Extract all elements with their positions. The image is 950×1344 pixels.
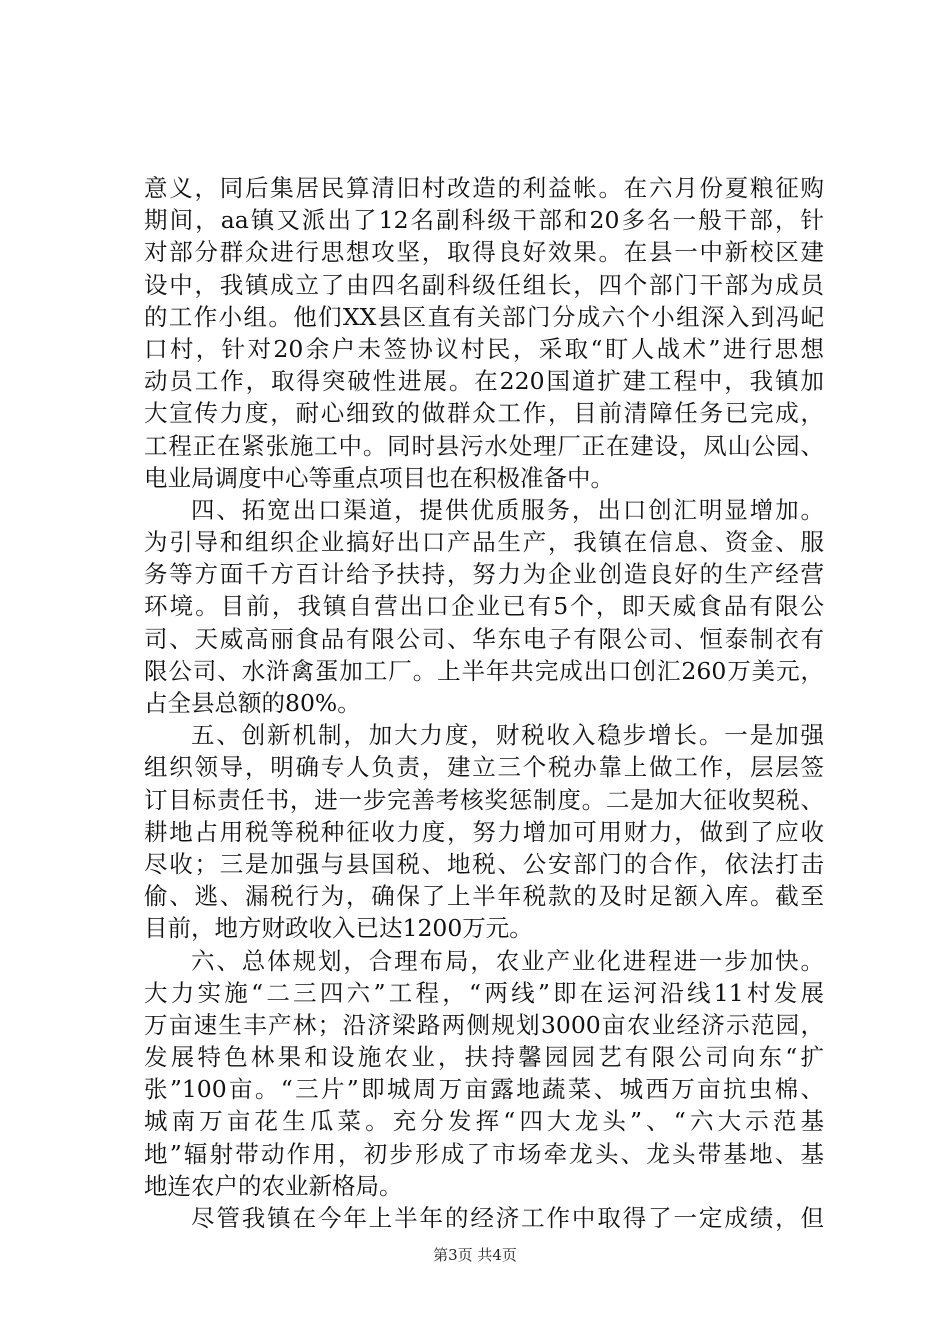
text-line: 环境。目前，我镇自营出口企业已有5个，即天威食品有限公 (144, 592, 824, 621)
text-line: 目前，地方财政收入已达1200万元。 (144, 914, 533, 943)
text-line: 大力实施“二三四六”工程，“两线”即在运河沿线11村发展 (144, 978, 824, 1007)
document-body (144, 172, 824, 1234)
text-line: 偷、逃、漏税行为，确保了上半年税款的及时足额入库。截至 (144, 882, 824, 911)
page-footer: 第3页 共4页 (433, 1246, 517, 1264)
text-line: 设中，我镇成立了由四名副科级任组长，四个部门干部为成员 (144, 270, 824, 299)
text-line: 对部分群众进行思想攻坚，取得良好效果。在县一中新校区建 (144, 238, 824, 267)
text-line: 电业局调度中心等重点项目也在积极准备中。 (144, 463, 614, 492)
text-line: 大宣传力度，耐心细致的做群众工作，目前清障任务已完成， (144, 399, 824, 428)
text-line: 订目标责任书，进一步完善考核奖惩制度。二是加大征收契税、 (144, 785, 824, 814)
text-line: 的工作小组。他们XX县区直有关部门分成六个小组深入到冯屺 (144, 302, 824, 331)
section-heading-line: 四、拓宽出口渠道，提供优质服务，出口创汇明显增加。 (191, 495, 824, 524)
section-heading-line: 六、总体规划，合理布局，农业产业化进程进一步加快。 (191, 946, 824, 975)
text-line: 工程正在紧张施工中。同时县污水处理厂正在建设，凤山公园、 (144, 431, 824, 460)
text-line: 耕地占用税等税种征收力度，努力增加可用财力，做到了应收 (144, 817, 824, 846)
text-line: 意义，同后集居民算清旧村改造的利益帐。在六月份夏粮征购 (144, 174, 824, 202)
text-line: 为引导和组织企业搞好出口产品生产，我镇在信息、资金、服 (144, 528, 824, 557)
text-line: 张”100亩。“三片”即城周万亩露地蔬菜、城西万亩抗虫棉、 (144, 1075, 824, 1104)
text-line: 尽管我镇在今年上半年的经济工作中取得了一定成绩，但 (191, 1204, 824, 1232)
text-line: 期间，aa镇又派出了12名副科级干部和20多名一般干部，针 (144, 206, 824, 235)
text-line: 组织领导，明确专人负责，建立三个税办靠上做工作，层层签 (144, 753, 824, 782)
text-line: 占全县总额的80%。 (144, 689, 361, 717)
text-line: 限公司、水浒禽蛋加工厂。上半年共完成出口创汇260万美元， (144, 656, 824, 685)
text-line: 动员工作，取得突破性进展。在220国道扩建工程中，我镇加 (144, 367, 824, 396)
text-line: 务等方面千方百计给予扶持，努力为企业创造良好的生产经营 (144, 560, 824, 589)
text-line: 地连农户的农业新格局。 (144, 1171, 403, 1200)
text-line: 万亩速生丰产林；沿济梁路两侧规划3000亩农业经济示范园， (144, 1010, 824, 1039)
text-line: 口村，针对20余户未签协议村民，采取“盯人战术”进行思想 (144, 334, 824, 363)
text-line: 发展特色林果和设施农业，扶持馨园园艺有限公司向东“扩 (144, 1043, 824, 1072)
text-line: 司、天威高丽食品有限公司、华东电子有限公司、恒泰制衣有 (144, 624, 824, 653)
section-heading-line: 五、创新机制，加大力度，财税收入稳步增长。一是加强 (191, 721, 824, 750)
text-line: 地”辐射带动作用，初步形成了市场牵龙头、龙头带基地、基 (144, 1139, 824, 1168)
text-line: 尽收；三是加强与县国税、地税、公安部门的合作，依法打击 (144, 849, 824, 878)
text-line: 城南万亩花生瓜菜。充分发挥“四大龙头”、“六大示范基 (144, 1107, 824, 1136)
